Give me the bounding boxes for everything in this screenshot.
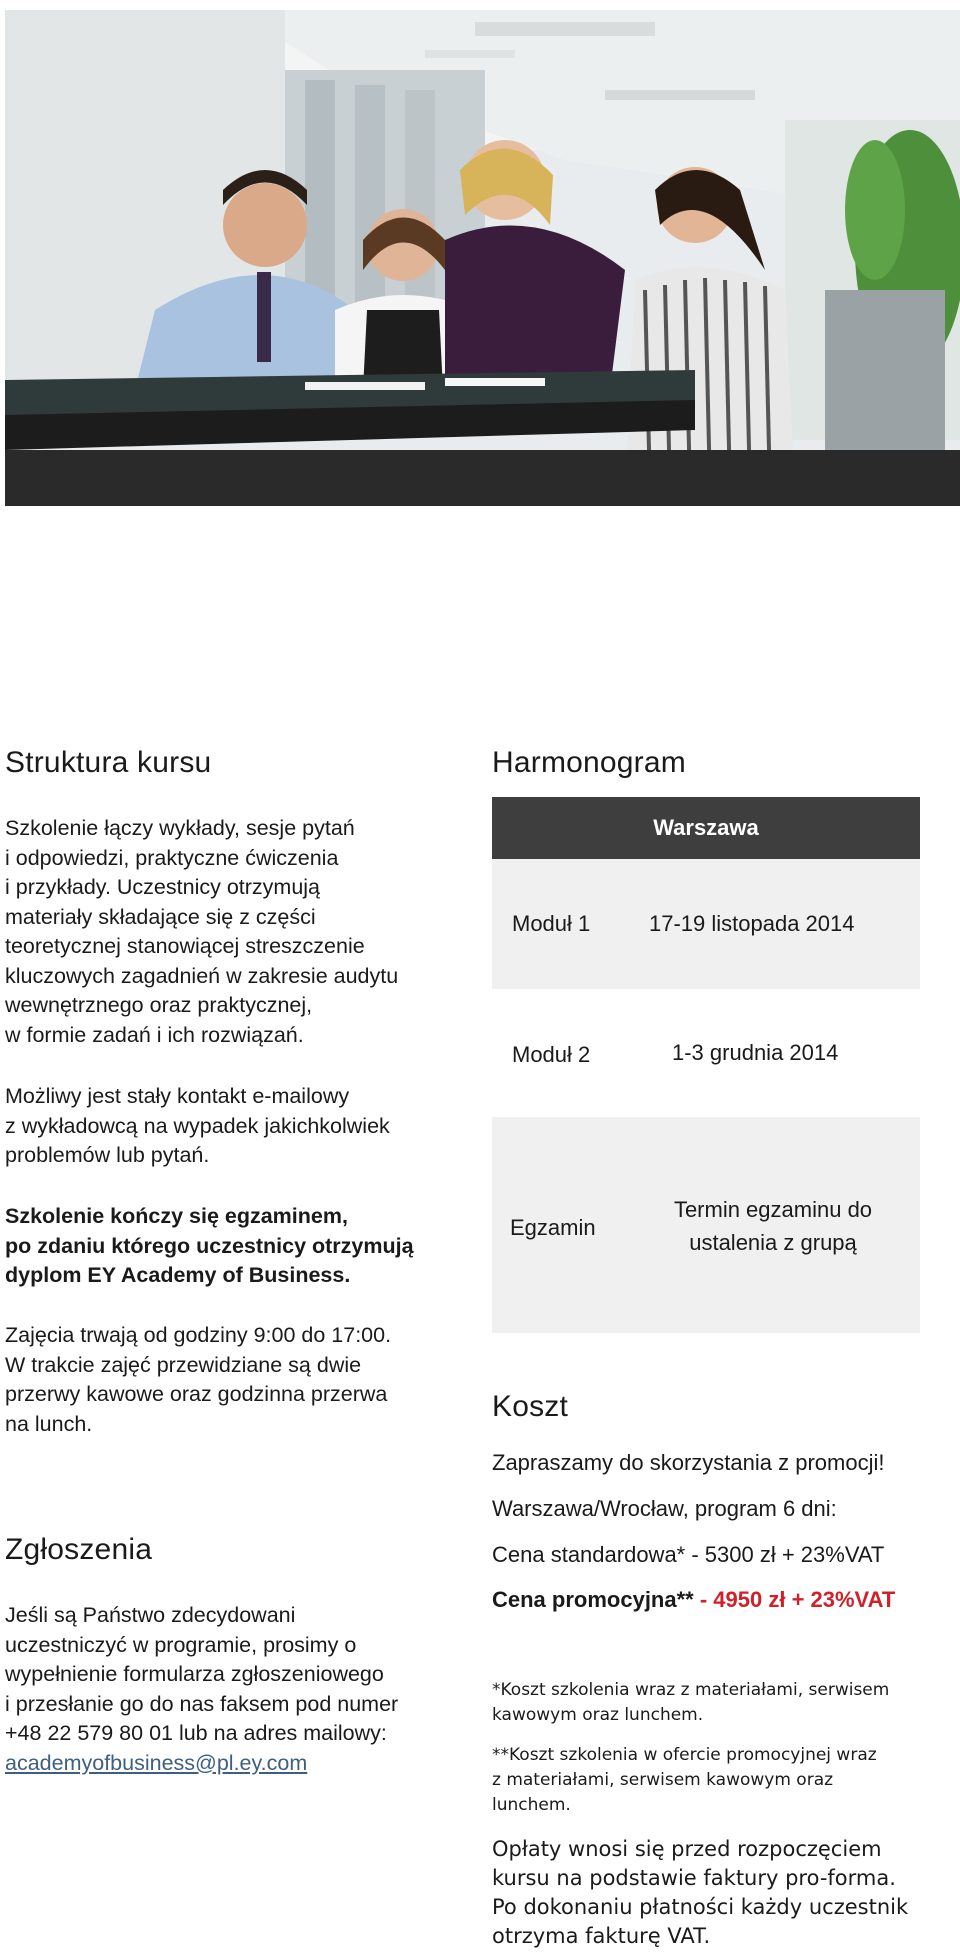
text-line: otrzyma fakturę VAT. [492, 1924, 711, 1948]
text-line: materiały składające się z części [5, 904, 316, 929]
registration-text [5, 1601, 470, 1778]
promo-price: - 4950 zł + 23%VAT [693, 1587, 896, 1612]
course-structure-exam-note [5, 1202, 470, 1291]
email-link[interactable]: academyofbusiness@pl.ey.com [5, 1750, 308, 1775]
text-line: Po dokonaniu płatności każdy uczestnik [492, 1895, 909, 1919]
text-line: +48 22 579 80 01 lub na adres mailowy: [5, 1721, 387, 1745]
text-line: kawowym oraz lunchem. [492, 1705, 704, 1725]
cost-heading [492, 1390, 920, 1424]
text-line: i przykłady. Uczestnicy otrzymują [5, 875, 321, 899]
text-line: i przesłanie go do nas faksem pod numer [5, 1691, 399, 1716]
text-line: wypełnienie formularza zgłoszeniowego [5, 1662, 384, 1686]
text-line: uczestniczyć w programie, prosimy o [5, 1632, 357, 1657]
course-structure-title: Struktura kursu [5, 746, 212, 779]
hero-photo-office-meeting [5, 10, 960, 506]
schedule-row-module2 [492, 989, 920, 1117]
text-line: kluczowych zagadnień w zakresie audytu [5, 963, 399, 988]
schedule-row-value [642, 1193, 904, 1259]
text-line: po zdaniu którego uczestnicy otrzymują [5, 1233, 414, 1258]
text-line: i odpowiedzi, praktyczne ćwiczenia [5, 845, 339, 870]
standard-price: Cena standardowa* - 5300 zł + 23%VAT [492, 1542, 885, 1567]
text-line: lunchem. [492, 1795, 571, 1815]
cost-title: Koszt [492, 1390, 569, 1423]
course-structure-hours [5, 1321, 470, 1439]
text-line: w formie zadań i ich rozwiązań. [5, 1022, 304, 1047]
text-line: Szkolenie kończy się egzaminem, [5, 1204, 348, 1228]
text-line: *Koszt szkolenia wraz z materiałami, serwisem [492, 1680, 890, 1700]
program-info: Warszawa/Wrocław, program 6 dni: [492, 1496, 837, 1521]
registration-heading [5, 1533, 470, 1567]
schedule-heading [492, 746, 920, 780]
promo-label: Cena promocyjna** [492, 1587, 694, 1612]
course-structure-para1 [5, 814, 470, 1050]
text-line: z materiałami, serwisem kawowym oraz [492, 1770, 834, 1790]
text-line: dyplom EY Academy of Business. [5, 1263, 351, 1287]
text-line: Termin egzaminu do [673, 1197, 873, 1222]
promo-price-line [492, 1587, 895, 1613]
course-structure-heading [5, 746, 470, 780]
payment-info [492, 1835, 932, 1951]
text-line: Szkolenie łączy wykłady, sesje pytań [5, 816, 355, 840]
schedule-row-value: 17-19 listopada 2014 [649, 911, 855, 936]
schedule-row-value: 1-3 grudnia 2014 [672, 1040, 839, 1065]
text-line: **Koszt szkolenia w ofercie promocyjnej wraz [492, 1745, 877, 1765]
text-line: ustalenia z grupą [689, 1230, 857, 1255]
text-line: Jeśli są Państwo zdecydowani [5, 1603, 296, 1627]
footnote-promo [492, 1743, 960, 1818]
schedule-row-label: Egzamin [510, 1215, 596, 1240]
footnote-standard [492, 1678, 960, 1728]
text-line: z wykładowcą na wypadek jakichkolwiek [5, 1113, 390, 1138]
text-line: przerwy kawowe oraz godzinna przerwa [5, 1382, 388, 1406]
text-line: Zajęcia trwają od godziny 9:00 do 17:00. [5, 1323, 392, 1347]
schedule-row-label: Moduł 1 [512, 911, 591, 936]
schedule-row-label: Moduł 2 [512, 1042, 591, 1067]
text-line: problemów lub pytań. [5, 1143, 210, 1167]
registration-title: Zgłoszenia [5, 1533, 153, 1566]
text-line: W trakcie zajęć przewidziane są dwie [5, 1352, 362, 1377]
text-line: kursu na podstawie faktury pro-forma. [492, 1866, 896, 1890]
text-line: wewnętrznego oraz praktycznej, [5, 993, 313, 1017]
schedule-title: Harmonogram [492, 746, 686, 779]
course-structure-para2 [5, 1082, 470, 1171]
text-line: Możliwy jest stały kontakt e-mailowy [5, 1084, 350, 1108]
text-line: Opłaty wnosi się przed rozpoczęciem [492, 1837, 882, 1861]
promo-invite: Zapraszamy do skorzystania z promocji! [492, 1450, 885, 1475]
schedule-row-module1 [492, 859, 920, 989]
text-line: teoretycznej stanowiącej streszczenie [5, 934, 365, 958]
text-line: na lunch. [5, 1411, 93, 1436]
schedule-row-exam [492, 1117, 920, 1333]
schedule-table-header: Warszawa [492, 797, 920, 859]
